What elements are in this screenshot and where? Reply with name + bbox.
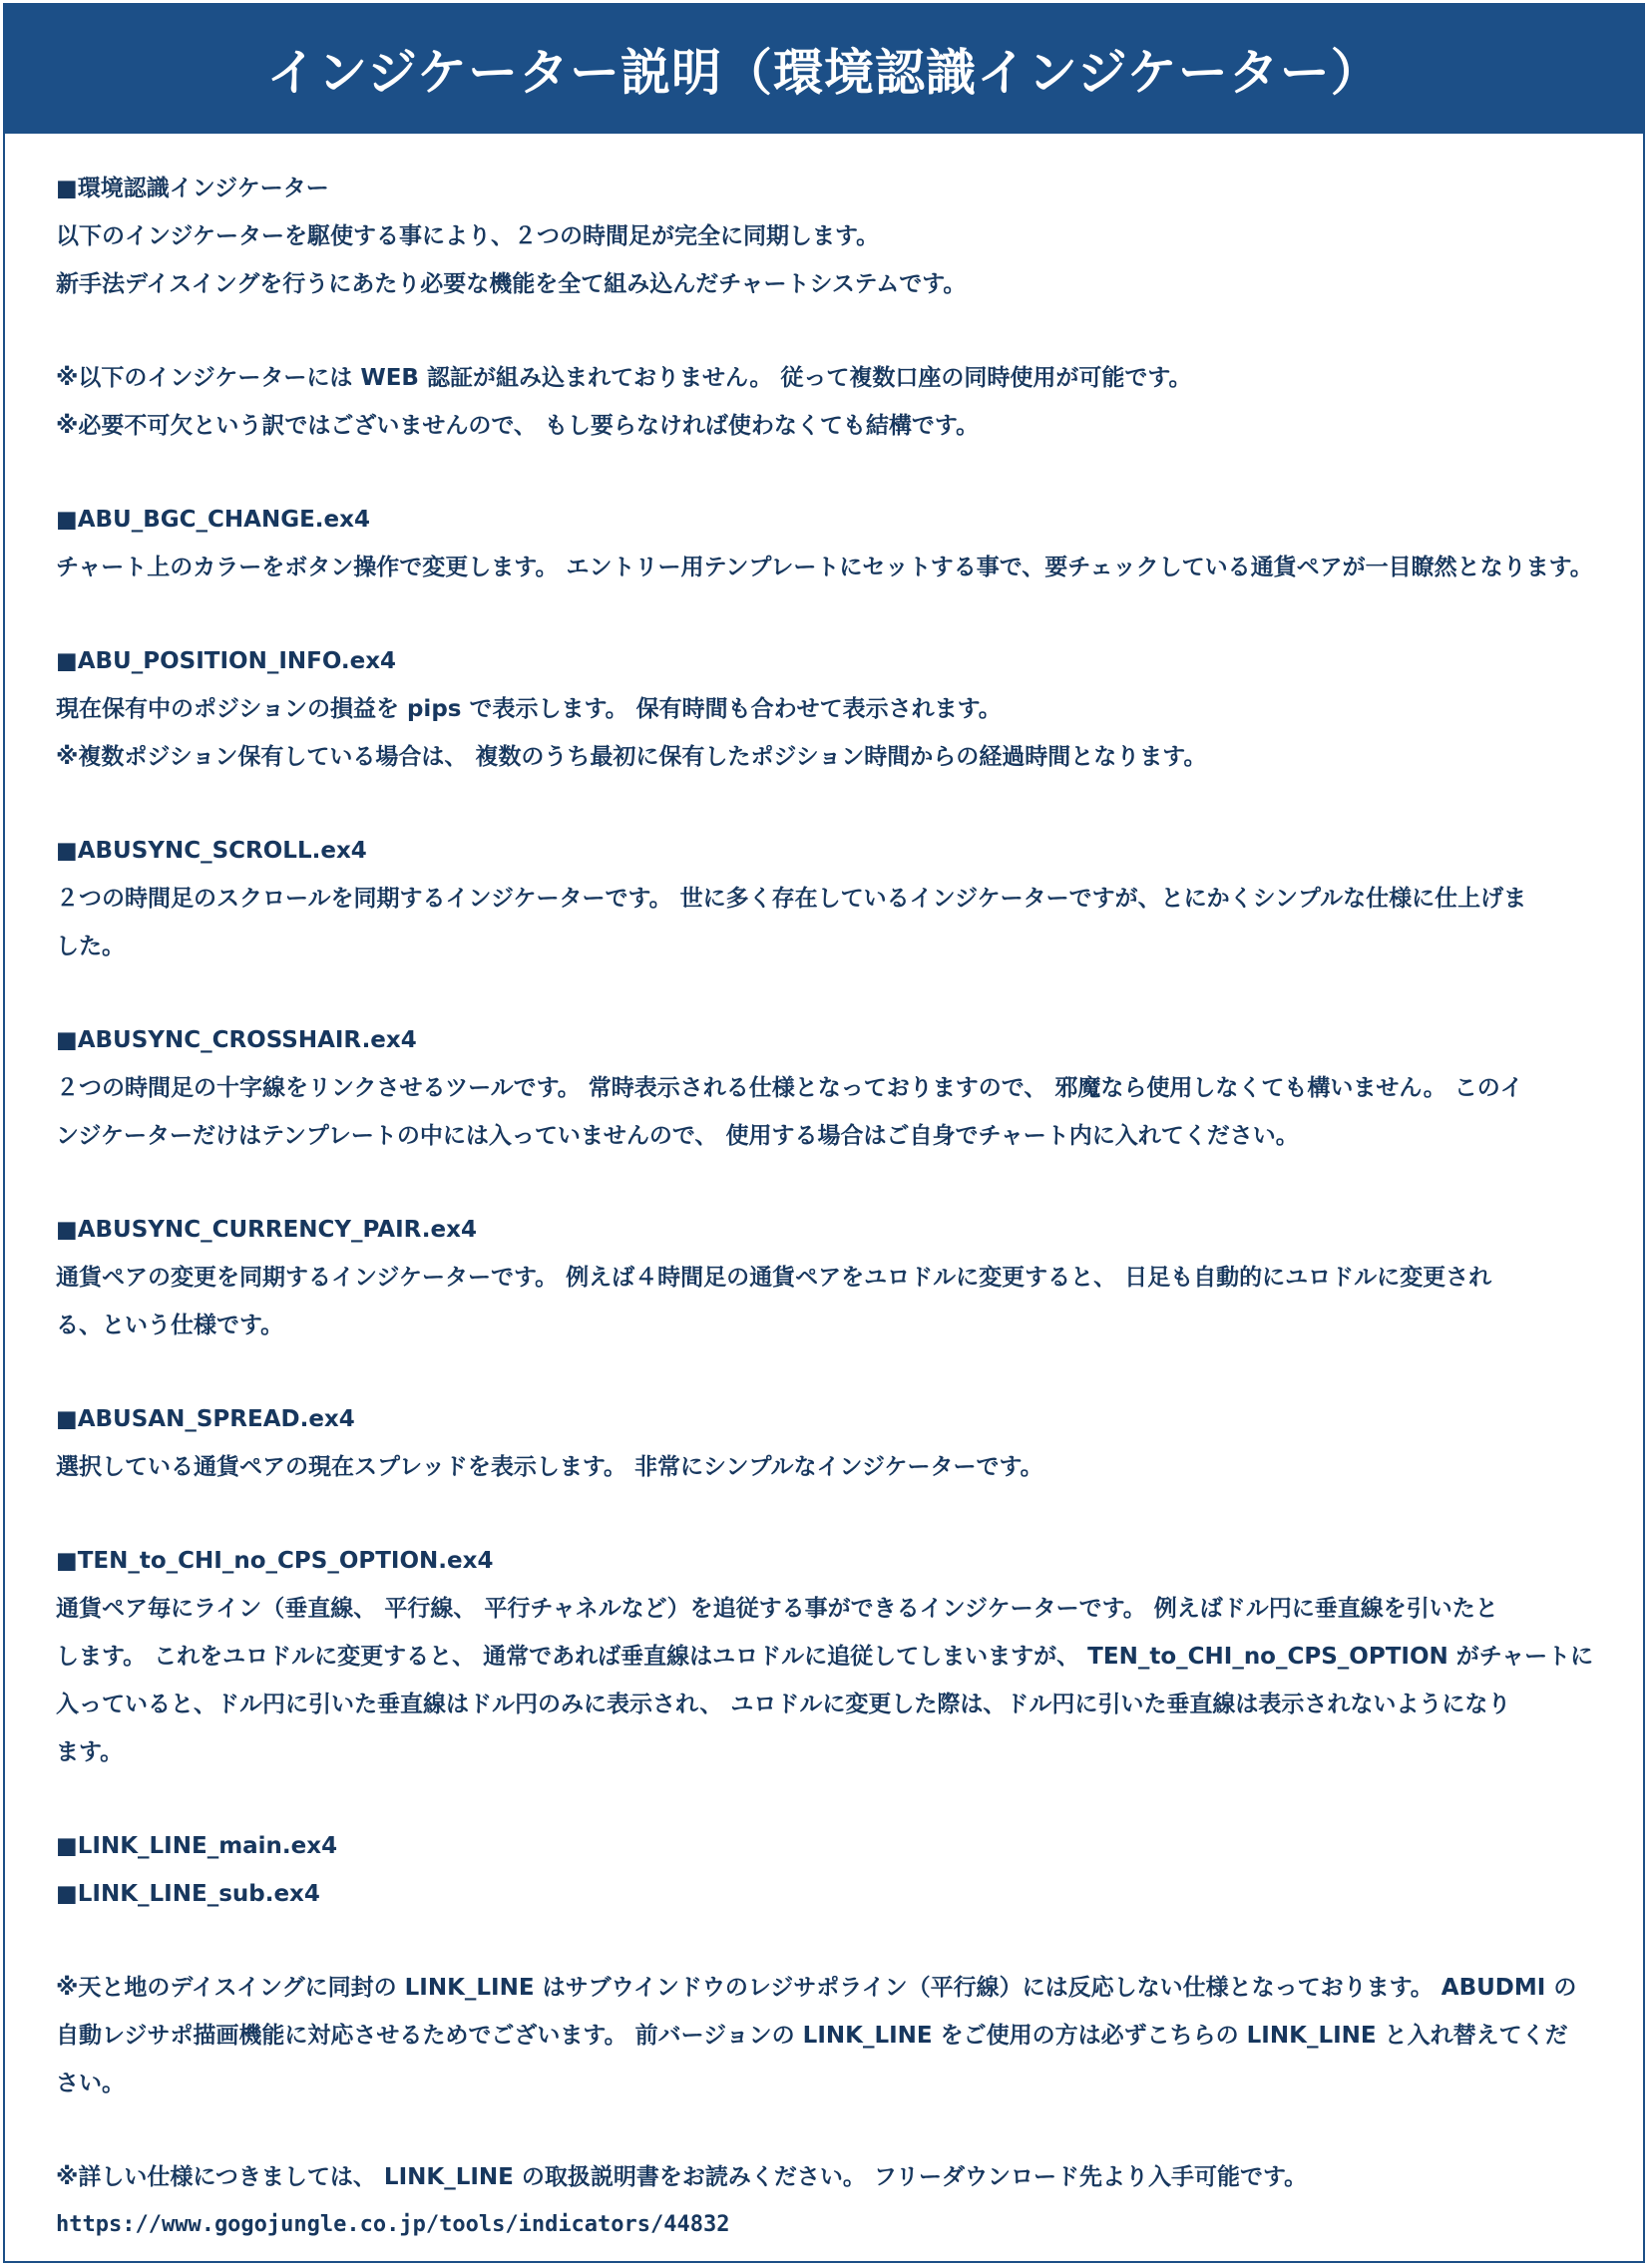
note-line: ※天と地のデイスイングに同封の LINK_LINE はサブウインドウのレジサポライン（平行線）には反応しない仕様となっております。 ABUDMI の: [56, 1975, 1577, 2001]
note-line: ※以下のインジケーターには WEB 認証が組み込まれておりません。 従って複数口座の同時使用が可能です。: [56, 365, 1192, 391]
paragraph-line: 選択している通貨ペアの現在スプレッドを表示します。 非常にシンプルなインジケーターです。: [56, 1454, 1043, 1480]
section-environment-indicator: [56, 165, 1612, 308]
paragraph-line: ※複数ポジション保有している場合は、 複数のうち最初に保有したポジション時間からの経過時間となります。: [56, 744, 1207, 770]
paragraph-line: 新手法デイスイングを行うにあたり必要な機能を全て組み込んだチャートシステムです。: [56, 271, 967, 297]
section-heading: ■ABU_BGC_CHANGE.ex4: [56, 507, 370, 533]
section-ten-to-chi: [56, 1537, 1612, 1776]
paragraph-line: 以下のインジケーターを駆使する事により、２つの時間足が完全に同期します。: [56, 223, 880, 249]
paragraph-line: る、という仕様です。: [56, 1313, 284, 1338]
paragraph-line: ２つの時間足の十字線をリンクさせるツールです。 常時表示される仕様となっておりますので、 邪魔なら使用しなくても構いません。 このイ: [56, 1075, 1523, 1101]
section-details: [56, 2153, 1612, 2249]
download-link[interactable]: https://www.gogojungle.co.jp/tools/indicators/44832: [56, 2212, 730, 2237]
section-heading: ■ABUSYNC_SCROLL.ex4: [56, 838, 367, 864]
page-title: インジケーター説明（環境認識インジケーター）: [266, 43, 1382, 102]
section-abusan-spread: [56, 1395, 1612, 1491]
paragraph-line: 現在保有中のポジションの損益を pips で表示します。 保有時間も合わせて表示されます。: [56, 696, 1002, 722]
section-notes: [56, 354, 1612, 450]
section-abusync-scroll: [56, 827, 1612, 970]
header-banner: [3, 3, 1645, 134]
section-heading: ■ABU_POSITION_INFO.ex4: [56, 648, 397, 674]
section-heading: ■TEN_to_CHI_no_CPS_OPTION.ex4: [56, 1548, 494, 1574]
section-abusync-crosshair: [56, 1016, 1612, 1160]
document-body: [56, 165, 1612, 2249]
section-abusync-currency-pair: [56, 1206, 1612, 1349]
section-abu-position-info: [56, 637, 1612, 781]
section-heading: ■LINK_LINE_sub.ex4: [56, 1881, 320, 1907]
note-line: さい。: [56, 2071, 125, 2096]
paragraph-line: チャート上のカラーをボタン操作で変更します。 エントリー用テンプレートにセットする事で、要チェックしている通貨ペアが一目瞭然となります。: [56, 555, 1593, 580]
paragraph-line: ます。: [56, 1739, 124, 1765]
note-line: ※必要不可欠という訳ではございませんので、 もし要らなければ使わなくても結構です。: [56, 413, 980, 439]
section-abu-bgc-change: [56, 496, 1612, 591]
paragraph-line: ２つの時間足のスクロールを同期するインジケーターです。 世に多く存在しているインジケーターですが、とにかくシンプルな仕様に仕上げま: [56, 886, 1527, 912]
section-heading: ■ABUSYNC_CURRENCY_PAIR.ex4: [56, 1217, 477, 1243]
section-heading: ■環境認識インジケーター: [56, 176, 329, 201]
section-heading: ■ABUSAN_SPREAD.ex4: [56, 1406, 355, 1432]
section-heading: ■LINK_LINE_main.ex4: [56, 1833, 338, 1859]
section-heading: ■ABUSYNC_CROSSHAIR.ex4: [56, 1027, 417, 1053]
paragraph-line: した。: [56, 934, 125, 959]
paragraph-line: 入っていると、ドル円に引いた垂直線はドル円のみに表示され、 ユロドルに変更した際は、ドル円に引いた垂直線は表示されないようになり: [56, 1692, 1511, 1717]
note-line: 自動レジサポ描画機能に対応させるためでございます。 前バージョンの LINK_LINE をご使用の方は必ずこちらの LINK_LINE と入れ替えてくだ: [56, 2023, 1568, 2049]
paragraph-line: ンジケーターだけはテンプレートの中には入っていませんので、 使用する場合はご自身でチャート内に入れてください。: [56, 1123, 1299, 1149]
section-link-line-note: [56, 1964, 1612, 2107]
paragraph-line: します。 これをユロドルに変更すると、 通常であれば垂直線はユロドルに追従してしまいますが、 TEN_to_CHI_no_CPS_OPTION がチャートに: [56, 1644, 1594, 1670]
paragraph-line: 通貨ペアの変更を同期するインジケーターです。 例えば４時間足の通貨ペアをユロドルに変更すると、 日足も自動的にユロドルに変更され: [56, 1265, 1492, 1291]
note-line: ※詳しい仕様につきましては、 LINK_LINE の取扱説明書をお読みください。 フリーダウンロード先より入手可能です。: [56, 2164, 1308, 2190]
section-link-line: [56, 1822, 1612, 1918]
paragraph-line: 通貨ペア毎にライン（垂直線、 平行線、 平行チャネルなど）を追従する事ができるインジケーターです。 例えばドル円に垂直線を引いたと: [56, 1596, 1498, 1622]
